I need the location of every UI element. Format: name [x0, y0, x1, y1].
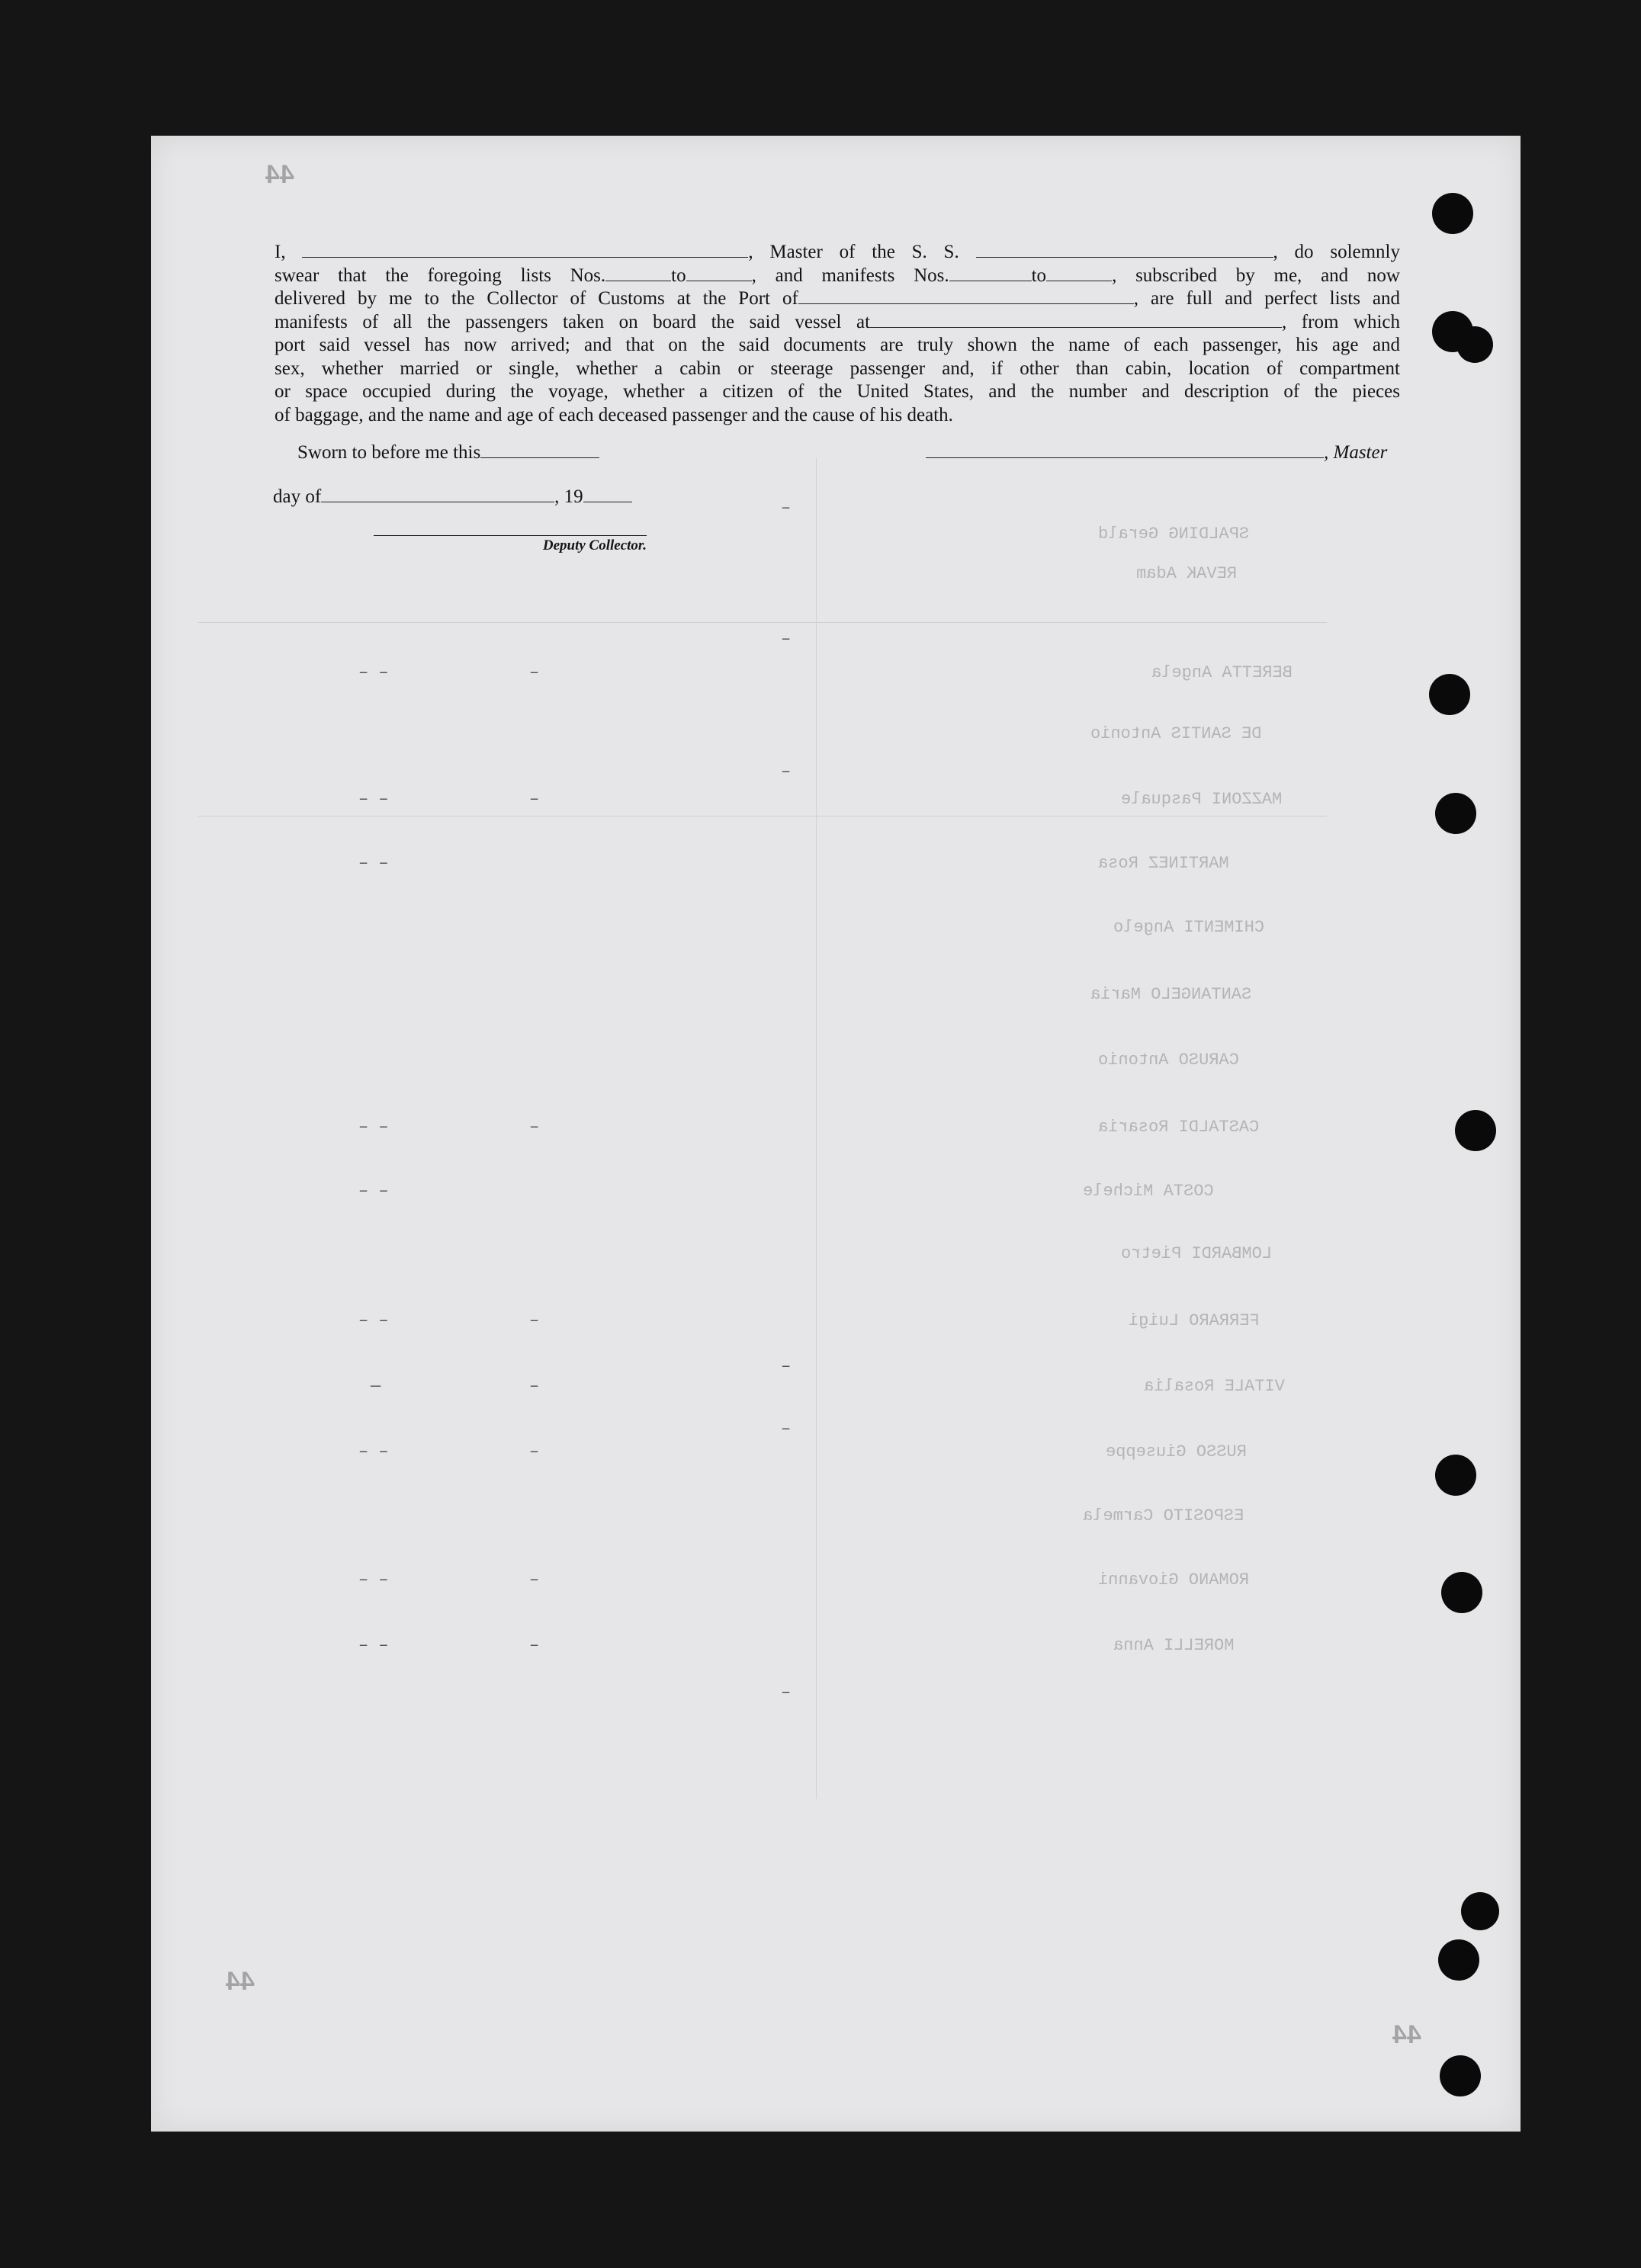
- punch-hole: [1435, 793, 1476, 834]
- page-number-top: 44: [265, 160, 294, 189]
- bleed-through-name: LOMBARDI Pietro: [1121, 1244, 1273, 1263]
- tick-mark: –: [781, 1420, 792, 1439]
- punch-hole: [1429, 674, 1470, 715]
- deputy-collector-line: Deputy Collector.: [374, 535, 647, 554]
- tick-mark: –: [781, 1357, 792, 1376]
- sworn-line: Sworn to before me this: [297, 442, 599, 464]
- tick-mark: –: [529, 1118, 540, 1137]
- tick-mark: –: [781, 1683, 792, 1702]
- table-rule: [198, 622, 1327, 623]
- bleed-through-name: CHIMENTI Angelo: [1113, 918, 1265, 937]
- tick-mark: –: [781, 630, 792, 649]
- tick-mark: – –: [358, 1311, 389, 1330]
- oath-line-8: of baggage, and the name and age of each deceased passenger and the cause of his death.: [275, 404, 953, 425]
- bleed-through-name: ROMANO Giovanni: [1098, 1570, 1250, 1590]
- punch-hole: [1440, 2055, 1481, 2096]
- master-oath: [275, 241, 1400, 427]
- tick-mark: –: [529, 790, 540, 809]
- tick-mark: —: [371, 1377, 381, 1396]
- oath-line-6: sex, whether married or single, whether a cabin or steerage passenger and, if other than cabin, location of compartment: [275, 358, 1400, 379]
- master-signature-line: , Master: [926, 442, 1387, 464]
- bleed-through-name: CARUSO Antonio: [1098, 1051, 1239, 1070]
- punch-hole: [1456, 326, 1493, 363]
- tick-mark: –: [529, 1442, 540, 1461]
- bleed-through-name: VITALE Rosalia: [1144, 1377, 1285, 1396]
- tick-mark: –: [529, 1570, 540, 1590]
- oath-line-7: or space occupied during the voyage, whether a citizen of the United States, and the number and description of the pieces: [275, 381, 1400, 402]
- tick-mark: –: [781, 499, 792, 518]
- bleed-through-name: MARTINEZ Rosa: [1098, 854, 1229, 873]
- tick-mark: – –: [358, 1636, 389, 1655]
- tick-mark: –: [529, 1377, 540, 1396]
- oath-line-3: delivered by me to the Collector of Customs at the Port of , are full and perfect lists and: [275, 288, 1401, 309]
- bleed-through-name: COSTA Michele: [1083, 1182, 1214, 1201]
- bleed-through-name: REVAK Adam: [1136, 564, 1238, 583]
- page-number-bottom-right: 44: [1392, 2020, 1421, 2049]
- bleed-through-name: DE SANTIS Antonio: [1090, 724, 1262, 743]
- tick-mark: – –: [358, 1442, 389, 1461]
- bleed-through-name: SPALDING Gerald: [1098, 524, 1250, 544]
- page-number-bottom-left: 44: [226, 1967, 255, 1996]
- table-column-rule: [816, 457, 817, 1799]
- manifest-page: [151, 136, 1521, 2132]
- tick-mark: – –: [358, 1118, 389, 1137]
- punch-hole: [1432, 193, 1473, 234]
- oath-line-4: manifests of all the passengers taken on board the said vessel at , from which: [275, 311, 1400, 332]
- tick-mark: – –: [358, 663, 389, 682]
- bleed-through-name: RUSSO Giuseppe: [1106, 1442, 1247, 1461]
- tick-mark: –: [781, 762, 792, 781]
- punch-hole: [1441, 1572, 1482, 1613]
- day-of-line: day of , 19: [273, 486, 632, 508]
- punch-hole: [1438, 1939, 1479, 1981]
- tick-mark: –: [529, 1311, 540, 1330]
- tick-mark: –: [529, 663, 540, 682]
- bleed-through-name: SANTANGELO Maria: [1090, 985, 1252, 1004]
- punch-hole: [1461, 1892, 1499, 1930]
- bleed-through-name: MORELLI Anna: [1113, 1636, 1235, 1655]
- oath-line-5: port said vessel has now arrived; and that on the said documents are truly shown the name of each passenger, his age and: [275, 335, 1400, 355]
- tick-mark: – –: [358, 1570, 389, 1590]
- oath-line-2: swear that the foregoing lists Nos. to , and manifests Nos. to , subscribed by me, and now: [275, 265, 1400, 286]
- bleed-through-name: MAZZONI Pasquale: [1121, 790, 1283, 809]
- punch-hole: [1455, 1110, 1496, 1151]
- tick-mark: – –: [358, 854, 389, 873]
- bleed-through-name: FERRARO Luigi: [1129, 1311, 1260, 1330]
- bleed-through-name: BERETTA Angela: [1151, 663, 1293, 682]
- bleed-through-name: CASTALDI Rosaria: [1098, 1118, 1260, 1137]
- tick-mark: – –: [358, 790, 389, 809]
- bleed-through-name: ESPOSITO Carmela: [1083, 1506, 1244, 1525]
- tick-mark: –: [529, 1636, 540, 1655]
- punch-hole: [1435, 1455, 1476, 1496]
- oath-line-1: I, , Master of the S. S. , do solemnly: [275, 242, 1400, 262]
- tick-mark: – –: [358, 1182, 389, 1201]
